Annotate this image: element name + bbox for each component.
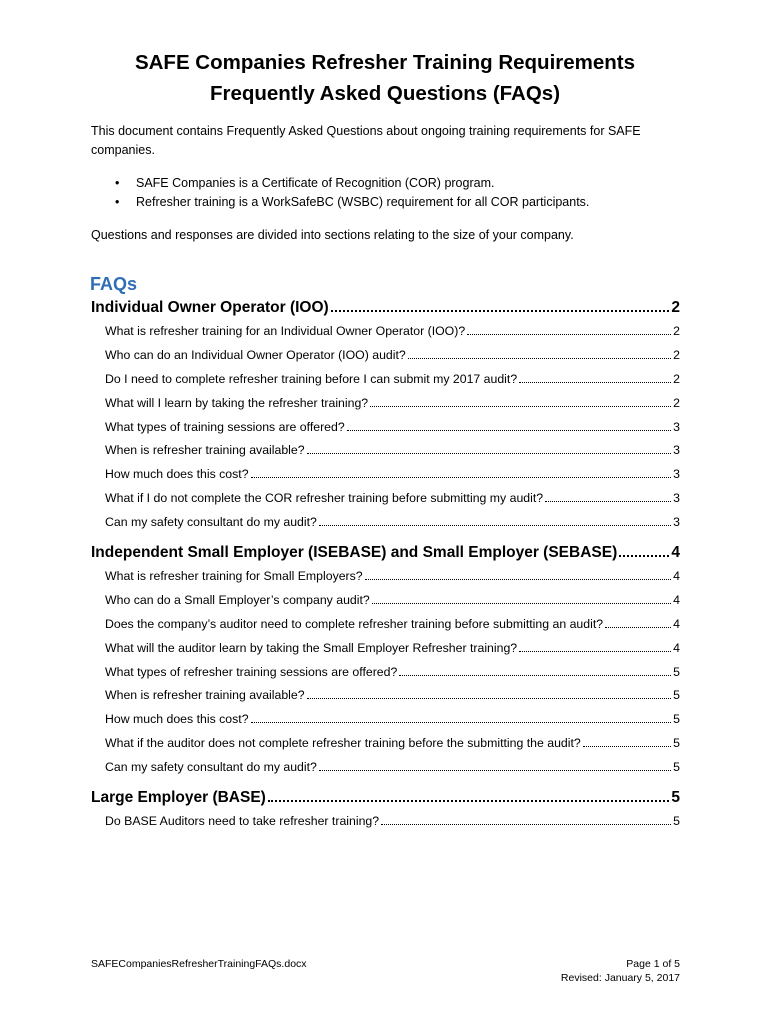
toc-leader bbox=[519, 381, 671, 383]
title-line-1: SAFE Companies Refresher Training Requirements bbox=[134, 51, 636, 74]
bullet-item: • SAFE Companies is a Certificate of Recognition (COR) program. bbox=[91, 174, 691, 193]
toc-question-text: Do BASE Auditors need to take refresher training? bbox=[105, 814, 380, 829]
footer-page-label: Page 1 of 5 bbox=[626, 958, 680, 970]
toc-question-page: 3 bbox=[673, 515, 680, 530]
toc-question-page: 2 bbox=[673, 324, 680, 338]
bullet-icon: • bbox=[115, 195, 120, 209]
toc-question-text: What if I do not complete the COR refresher training before submitting my audit? bbox=[105, 491, 544, 506]
toc-question-page: 3 bbox=[673, 443, 680, 458]
toc-question-link[interactable] bbox=[91, 511, 680, 535]
toc-question-page: 4 bbox=[673, 640, 680, 655]
toc-question-page: 5 bbox=[673, 760, 680, 775]
toc-question-link[interactable] bbox=[91, 613, 680, 637]
toc-question-text: What types of refresher training sessions are offered? bbox=[105, 664, 398, 679]
toc-question-text: What will I learn by taking the refresher training? bbox=[105, 395, 369, 410]
toc-question-page: 4 bbox=[673, 592, 680, 607]
toc-question-link[interactable] bbox=[91, 756, 680, 780]
toc-leader bbox=[319, 524, 671, 526]
toc-question-page: 5 bbox=[673, 736, 680, 751]
toc-question-text: How much does this cost? bbox=[105, 712, 249, 727]
toc-leader bbox=[251, 476, 672, 478]
toc-question-page: 3 bbox=[673, 491, 680, 506]
toc-leader bbox=[372, 602, 671, 604]
toc-leader bbox=[251, 721, 672, 723]
toc-section-link[interactable] bbox=[91, 541, 680, 565]
intro-paragraph: This document contains Frequently Asked Questions about ongoing training requirements for SAFE companies. bbox=[91, 124, 641, 157]
toc-leader bbox=[307, 697, 672, 699]
toc-question-link[interactable] bbox=[91, 810, 680, 834]
toc-question-text: What is refresher training for an Individual Owner Operator (IOO)? bbox=[105, 324, 466, 338]
toc-question-page: 4 bbox=[673, 616, 680, 631]
toc-section-link[interactable] bbox=[91, 296, 680, 320]
toc-question-link[interactable] bbox=[91, 320, 680, 344]
footer-filename: SAFECompaniesRefresherTrainingFAQs.docx bbox=[91, 958, 307, 970]
bullet-item: • Refresher training is a WorkSafeBC (WSBC) requirement for all COR participants. bbox=[91, 193, 691, 212]
toc-question-text: Do I need to complete refresher training before I can submit my 2017 audit? bbox=[105, 371, 518, 386]
toc-question-link[interactable] bbox=[91, 439, 680, 463]
toc-leader bbox=[619, 554, 669, 557]
toc-leader bbox=[519, 650, 671, 652]
toc-question-link[interactable] bbox=[91, 565, 680, 589]
toc-question-link[interactable] bbox=[91, 463, 680, 487]
toc-section-title: Individual Owner Operator (IOO) bbox=[91, 299, 329, 316]
toc-section-link[interactable] bbox=[91, 786, 680, 810]
toc-question-link[interactable] bbox=[91, 708, 680, 732]
toc-question-text: Can my safety consultant do my audit? bbox=[105, 760, 317, 775]
footer-revised: Revised: January 5, 2017 bbox=[560, 972, 680, 984]
toc-section-page: 2 bbox=[671, 299, 680, 316]
toc-section-title: Large Employer (BASE) bbox=[91, 789, 266, 807]
toc-leader bbox=[319, 769, 671, 771]
toc-question-link[interactable] bbox=[91, 487, 680, 511]
toc-question-page: 5 bbox=[673, 664, 680, 679]
toc-leader bbox=[365, 578, 672, 580]
title-line-2: Frequently Asked Questions (FAQs) bbox=[209, 82, 561, 105]
toc-leader bbox=[399, 674, 671, 676]
toc-question-text: When is refresher training available? bbox=[105, 688, 305, 703]
toc-leader bbox=[467, 333, 671, 335]
toc-leader bbox=[307, 452, 672, 454]
toc-question-text: What will the auditor learn by taking the Small Employer Refresher training? bbox=[105, 640, 518, 655]
toc-question-page: 3 bbox=[673, 467, 680, 482]
toc-question-page: 5 bbox=[673, 688, 680, 703]
footer-page-info bbox=[561, 957, 680, 985]
toc-section-page: 5 bbox=[671, 789, 680, 807]
toc-leader bbox=[381, 823, 671, 825]
toc-leader bbox=[583, 745, 671, 747]
toc-question-page: 3 bbox=[673, 419, 680, 434]
sections-note: Questions and responses are divided into sections relating to the size of your company. bbox=[91, 228, 574, 242]
document-title bbox=[60, 47, 710, 109]
faqs-heading: FAQs bbox=[90, 274, 138, 294]
toc-leader bbox=[331, 309, 670, 312]
toc-leader bbox=[408, 357, 671, 359]
toc-question-link[interactable] bbox=[91, 661, 680, 685]
toc-question-text: Does the company’s auditor need to complete refresher training before submitting an audit? bbox=[105, 616, 604, 631]
toc-section-title: Independent Small Employer (ISEBASE) and Small Employer (SEBASE) bbox=[91, 544, 618, 562]
toc-question-link[interactable] bbox=[91, 392, 680, 416]
bullet-list bbox=[91, 174, 691, 212]
toc-question-text: Can my safety consultant do my audit? bbox=[105, 515, 317, 530]
toc-question-link[interactable] bbox=[91, 637, 680, 661]
toc-question-page: 2 bbox=[673, 347, 680, 362]
toc-question-page: 4 bbox=[673, 569, 680, 584]
toc-question-text: What is refresher training for Small Employers? bbox=[105, 569, 363, 584]
toc-question-text: Who can do an Individual Owner Operator (IOO) audit? bbox=[105, 347, 406, 362]
toc-question-page: 2 bbox=[673, 395, 680, 410]
toc-question-link[interactable] bbox=[91, 684, 680, 708]
toc-question-page: 5 bbox=[673, 814, 680, 829]
toc-question-text: What if the auditor does not complete refresher training before the submitting the audit? bbox=[105, 736, 581, 751]
toc-leader bbox=[545, 500, 671, 502]
toc-question-text: When is refresher training available? bbox=[105, 443, 305, 458]
toc-question-link[interactable] bbox=[91, 589, 680, 613]
toc-leader bbox=[347, 429, 671, 431]
toc-question-link[interactable] bbox=[91, 368, 680, 392]
toc-question-text: Who can do a Small Employer’s company audit? bbox=[105, 592, 370, 607]
toc-section-page: 4 bbox=[671, 544, 680, 562]
toc-question-link[interactable] bbox=[91, 416, 680, 440]
toc-question-text: How much does this cost? bbox=[105, 467, 249, 482]
table-of-contents bbox=[91, 296, 680, 834]
bullet-icon: • bbox=[115, 176, 120, 190]
toc-leader bbox=[268, 799, 670, 802]
toc-question-link[interactable] bbox=[91, 732, 680, 756]
toc-question-link[interactable] bbox=[91, 344, 680, 368]
toc-leader bbox=[370, 405, 671, 407]
toc-question-page: 5 bbox=[673, 712, 680, 727]
toc-question-page: 2 bbox=[673, 371, 680, 386]
toc-leader bbox=[605, 626, 671, 628]
toc-question-text: What types of training sessions are offered? bbox=[105, 419, 345, 434]
